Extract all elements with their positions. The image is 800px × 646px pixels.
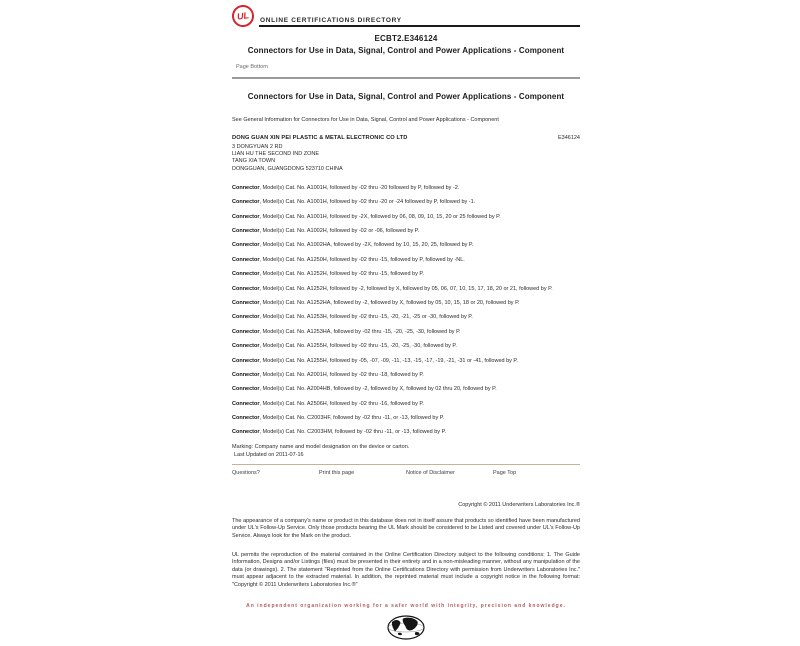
connector-row <box>232 214 580 221</box>
connector-row <box>232 242 580 249</box>
directory-title: ONLINE CERTIFICATIONS DIRECTORY <box>259 17 405 27</box>
connector-label: Connector <box>232 400 260 407</box>
general-info-link[interactable]: See General Information for Connectors for Use in Data, Signal, Control and Power Applications - Component <box>232 117 499 123</box>
connector-description: , Model(s) Cat. No. C2003HF, followed by -02 thru -11, or -13, followed by P. <box>259 415 445 422</box>
connector-row <box>232 415 580 422</box>
connector-label: Connector <box>232 299 260 306</box>
connector-row <box>232 343 580 350</box>
connector-description: , Model(s) Cat. No. A1252H, followed by -02 thru -15, followed by P. <box>259 271 424 278</box>
header-rule <box>405 25 580 27</box>
company-row <box>232 135 580 141</box>
connector-label: Connector <box>232 357 260 364</box>
top-divider <box>232 77 580 79</box>
connector-label: Connector <box>232 256 260 263</box>
file-number: E346124 <box>557 135 580 141</box>
footer-tagline: An independent organization working for a safer world with integrity, precision and knowledge. <box>246 602 566 609</box>
globe-icon <box>386 614 426 641</box>
site-header <box>232 5 580 27</box>
connector-description: , Model(s) Cat. No. A1002HA, followed by -2X, followed by 10, 15, 20, 25, followed by P. <box>259 242 474 249</box>
address-line: DONGGUAN, GUANGDONG 523710 CHINA <box>232 165 343 172</box>
connector-label: Connector <box>232 343 260 350</box>
connector-label: Connector <box>232 328 260 335</box>
connector-description: , Model(s) Cat. No. A1002H, followed by -02 or -06, followed by P. <box>259 227 420 234</box>
ul-logo-icon <box>231 4 256 29</box>
connector-row <box>232 329 580 336</box>
connector-row <box>232 314 580 321</box>
connector-description: , Model(s) Cat. No. A1001H, followed by -02 thru -20 or -24 followed by P, followed by -1. <box>259 199 476 206</box>
connector-row <box>232 257 580 264</box>
footer-globe <box>232 614 580 646</box>
connector-label: Connector <box>232 184 260 191</box>
connector-description: , Model(s) Cat. No. A1250H, followed by -02 thru -15, followed by P, followed by -NL. <box>259 256 465 263</box>
page-bottom-link[interactable]: Page Bottom <box>236 64 268 70</box>
connector-label: Connector <box>232 386 260 393</box>
footer-link[interactable]: Questions? <box>232 469 260 476</box>
company-address <box>232 144 580 173</box>
address-line: LIAN HU THE SECOND IND ZONE <box>232 151 319 158</box>
connector-description: , Model(s) Cat. No. C2003HM, followed by -02 thru -11, or -13, followed by P. <box>259 429 447 436</box>
cert-id: ECBT2.E346124 <box>374 34 438 43</box>
marking-text: Marking: Company name and model designation on the device or carton. <box>232 443 410 450</box>
connector-label: Connector <box>232 314 260 321</box>
page-container <box>232 0 580 646</box>
last-updated: Last Updated on 2011-07-16 <box>234 451 304 458</box>
copyright-text: Copyright © 2011 Underwriters Laboratories Inc.® <box>458 501 580 508</box>
footer-links-row <box>232 470 580 476</box>
connector-description: , Model(s) Cat. No. A1253H, followed by -02 thru -15, -20, -21, -25 or -30, followed by P. <box>259 314 473 321</box>
connector-description: , Model(s) Cat. No. A1255H, followed by -05, -07, -09, -11, -13, -15, -17, -19, -21, -31 or -41, followed by P. <box>259 357 518 364</box>
disclaimer-paragraph: The appearance of a company's name or product in this database does not in itself assure that products so identified have been manufactured under UL's Follow-Up Service. Only those products bearing the UL Mark should be considered to be Listed and covered under UL's Follow-Up Service. Always look for the Mark on the product. <box>232 517 580 540</box>
connector-row <box>232 372 580 379</box>
company-name: DONG GUAN XIN PEI PLASTIC & METAL ELECTRONIC CO LTD <box>232 135 408 141</box>
connector-label: Connector <box>232 371 260 378</box>
connector-description: , Model(s) Cat. No. A2004HB, followed by -2, followed by X, followed by 02 thru 20, followed by P. <box>259 386 497 393</box>
section-heading: Connectors for Use in Data, Signal, Control and Power Applications - Component <box>247 92 565 101</box>
connector-label: Connector <box>232 199 260 206</box>
connector-label: Connector <box>232 285 260 292</box>
address-line: 3 DONGYUAN 2 RD <box>232 144 283 150</box>
connector-label: Connector <box>232 429 260 436</box>
footer-link[interactable]: Print this page <box>319 469 355 476</box>
page-title: Connectors for Use in Data, Signal, Control and Power Applications - Component <box>247 46 565 55</box>
address-line: TANG XIA TOWN <box>232 158 276 165</box>
connector-description: , Model(s) Cat. No. A1001H, followed by -02 thru -20 followed by P, followed by -2. <box>259 184 460 191</box>
connector-description: , Model(s) Cat. No. A1255H, followed by -02 thru -15, -20, -25, -30, followed by P. <box>259 343 457 350</box>
connector-row <box>232 185 580 192</box>
connector-row <box>232 401 580 408</box>
connector-row <box>232 199 580 206</box>
connector-row <box>232 271 580 278</box>
links-divider <box>232 464 580 465</box>
connector-row <box>232 228 580 235</box>
connector-description: , Model(s) Cat. No. A1252H, followed by -2, followed by X, followed by 05, 06, 07, 10, 15, 17, 18, 20 or 21, followed by P. <box>259 285 553 292</box>
connector-label: Connector <box>232 271 260 278</box>
connector-label: Connector <box>232 415 260 422</box>
reproduction-paragraph: UL permits the reproduction of the material contained in the Online Certification Directory subject to the following conditions: 1. The Guide Information, Designs and/or Listings (files) must be presented in their entirety and in a non-misleading manner, without any manipulation of the data (or drawings). 2. The statement "Reprinted from the Online Certifications Directory with permission from Underwriters Laboratories Inc." must appear adjacent to the extracted material. In addition, the reprinted material must include a copyright notice in the following format: "Copyright © 2011 Underwriters Laboratories Inc.®" <box>232 551 580 588</box>
connector-row <box>232 300 580 307</box>
connector-label: Connector <box>232 227 260 234</box>
connector-row <box>232 429 580 436</box>
connector-row <box>232 386 580 393</box>
connector-row <box>232 286 580 293</box>
connector-label: Connector <box>232 213 260 220</box>
connector-list <box>232 185 580 436</box>
connector-description: , Model(s) Cat. No. A1252HA, followed by -2, followed by X, followed by 05, 10, 15, 18 or 20, followed by P. <box>259 299 520 306</box>
connector-description: , Model(s) Cat. No. A1001H, followed by -2X, followed by 06, 08, 09, 10, 15, 20 or 25 followed by P. <box>259 213 501 220</box>
footer-link[interactable]: Notice of Disclaimer <box>406 469 455 476</box>
connector-description: , Model(s) Cat. No. A2506H, followed by -02 thru -16, followed by P. <box>259 400 424 407</box>
connector-label: Connector <box>232 242 260 249</box>
connector-description: , Model(s) Cat. No. A1253HA, followed by -02 thru -15, -20, -25, -30, followed by P. <box>259 328 461 335</box>
ul-logo-text: UL <box>236 10 250 22</box>
connector-description: , Model(s) Cat. No. A2001H, followed by -02 thru -18, followed by P. <box>259 371 424 378</box>
footer-link[interactable]: Page Top <box>493 469 517 476</box>
connector-row <box>232 358 580 365</box>
